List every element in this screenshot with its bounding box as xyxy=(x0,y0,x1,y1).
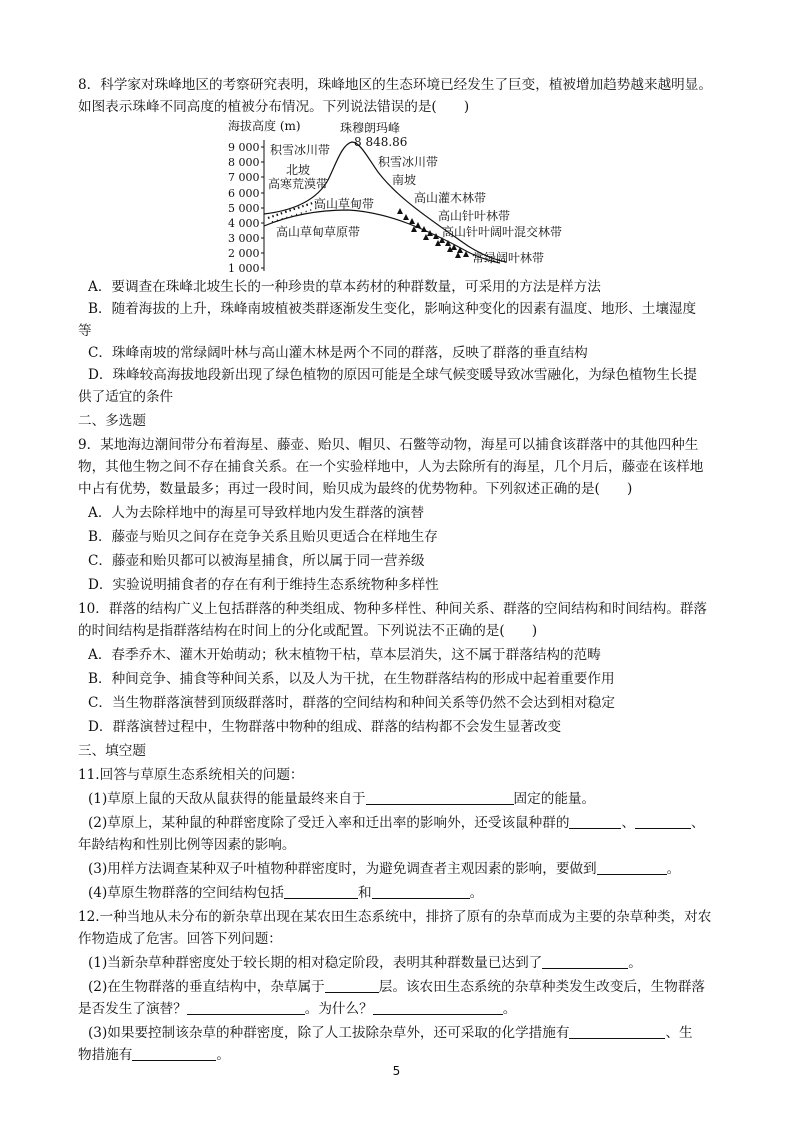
q11-part2-end: 、 xyxy=(691,815,705,831)
tick-label: 5 000 xyxy=(228,202,260,215)
q11-part4-text: (4)草原生物群落的空间结构包括 xyxy=(88,885,284,901)
q8-option-a: A．要调查在珠峰北坡生长的一种珍贵的草本药材的种群数量，可采用的方法是样方法 xyxy=(88,279,601,295)
section-3-title: 三、填空题 xyxy=(78,743,146,759)
tick-2000 xyxy=(228,247,264,260)
q11-part1 xyxy=(88,788,728,810)
north-slope-label: 北坡 xyxy=(286,163,311,177)
north-zone-snow: 积雪冰川带 xyxy=(270,143,331,157)
q12-part3-text-2: 、生 xyxy=(665,1025,693,1041)
tick-4000 xyxy=(228,217,264,230)
q12-stem-line1: 12.一种当地从未分布的新杂草出现在某农田生态系统中，排挤了原有的杂草而成为主要的杂草种类，对农 xyxy=(78,909,712,925)
q8-option-b-cont: 等 xyxy=(78,323,92,339)
q9-option-d: D．实验说明捕食者的存在有利于维持生态系统物种多样性 xyxy=(88,577,439,593)
q10-stem-line2: 的时间结构是指群落结构在时间上的分化或配置。下列说法不正确的是( ) xyxy=(78,623,538,639)
tick-6000 xyxy=(228,187,264,200)
north-zone-meadow-steppe: 高山草甸草原带 xyxy=(276,225,361,239)
q11-part2-blank-1[interactable] xyxy=(569,814,621,829)
q12-part3 xyxy=(88,1022,728,1044)
north-zone-meadow: 高山草甸带 xyxy=(314,197,375,211)
q12-part2-why: 。为什么？ xyxy=(304,1001,373,1017)
q12-part3-cont xyxy=(78,1044,718,1066)
peak-name: 珠穆朗玛峰 xyxy=(340,121,401,135)
q12-part3-blank-1[interactable] xyxy=(569,1024,665,1039)
q11-stem: 11.回答与草原生态系统相关的问题： xyxy=(78,767,304,783)
south-zone-mixed: 高山针叶阔叶混交林带 xyxy=(442,225,563,239)
tick-label: 7 000 xyxy=(228,171,260,184)
q12-part2-blank-3[interactable] xyxy=(373,1000,503,1015)
q8-option-b: B．随着海拔的上升，珠峰南坡植被类群逐渐发生变化，影响这种变化的因素有温度、地形、土壤湿度 xyxy=(88,301,697,317)
tick-label: 4 000 xyxy=(228,217,260,230)
q11-part2-cont: 年龄结构和性别比例等因素的影响。 xyxy=(78,837,296,853)
south-zone-snow: 积雪冰川带 xyxy=(378,155,439,169)
q10-stem-line1: 10．群落的结构广义上包括群落的种类组成、物种多样性、种间关系、群落的空间结构和时间结构。群落 xyxy=(78,601,708,617)
q10-option-a: A．春季乔木、灌木开始萌动；秋末植物干枯，草本层消失，这不属于群落结构的范畴 xyxy=(88,647,601,663)
north-dotted-band-2 xyxy=(272,207,320,222)
q11-part2-blank-2[interactable] xyxy=(635,814,691,829)
q12-part2-question: 是否发生了演替？ xyxy=(78,1001,187,1017)
y-axis-title: 海拔高度 (m) xyxy=(228,119,301,133)
q9-stem-line1: 9．某地海边潮间带分布着海星、藤壶、贻贝、帽贝、石鳖等动物，海星可以捕食该群落中的其他四种生 xyxy=(78,437,699,453)
q9-stem-line3: 中占有优势，数量最多；再过一段时间，贻贝成为最终的优势物种。下列叙述正确的是( ) xyxy=(78,481,633,497)
q11-part3-blank[interactable] xyxy=(597,860,667,875)
tick-label: 1 000 xyxy=(228,262,260,275)
peak-height: 8 848.86 xyxy=(354,135,408,149)
q8-option-d-cont: 供了适宜的条件 xyxy=(78,389,174,405)
south-zone-conifer: 高山针叶林带 xyxy=(438,209,511,223)
q12-stem-line2: 作物造成了危害。回答下列问题： xyxy=(78,931,282,947)
q11-part4-end: 。 xyxy=(469,885,484,901)
tick-label: 8 000 xyxy=(228,156,260,169)
tick-label: 6 000 xyxy=(228,187,260,200)
q8-stem-line1: 8．科学家对珠峰地区的考察研究表明，珠峰地区的生态环境已经发生了巨变，植被增加趋势越来越明显。 xyxy=(78,77,712,93)
q12-part2-text: (2)在生物群落的垂直结构中，杂草属于 xyxy=(88,979,325,995)
q8-stem-line2: 如图表示珠峰不同高度的植被分布情况。下列说法错误的是( ) xyxy=(78,99,470,115)
q11-part3 xyxy=(88,858,728,880)
tick-5000 xyxy=(228,202,264,215)
q11-part4 xyxy=(88,882,728,904)
q10-option-c: C．当生物群落演替到顶级群落时，群落的空间结构和种间关系等仍然不会达到相对稳定 xyxy=(88,695,615,711)
q9-option-c: C．藤壶和贻贝都可以被海星捕食，所以属于同一营养级 xyxy=(88,553,425,569)
page-number: 5 xyxy=(392,1064,401,1078)
north-zone-desert: 高寒荒漠带 xyxy=(268,177,329,191)
tick-3000 xyxy=(228,232,264,245)
q12-part3-bio: 物措施有 xyxy=(78,1047,133,1063)
q12-part2-text-2: 层。该农田生态系统的杂草种类发生改变后，生物群落 xyxy=(378,979,706,995)
q11-part3-end: 。 xyxy=(666,861,681,877)
q12-part2-blank-2[interactable] xyxy=(187,1000,305,1015)
q9-option-b: B．藤壶与贻贝之间存在竞争关系且贻贝更适合在样地生存 xyxy=(88,529,438,545)
q10-option-b: B．种间竞争、捕食等种间关系，以及人为干扰，在生物群落结构的形成中起着重要作用 xyxy=(88,671,615,687)
q12-part2-end: 。 xyxy=(502,1001,517,1017)
q12-part1-end: 。 xyxy=(628,955,642,971)
q11-part1-text: (1)草原上鼠的天敌从鼠获得的能量最终来自于 xyxy=(88,791,366,807)
q12-part2-cont xyxy=(78,998,718,1020)
tick-8000 xyxy=(228,156,264,169)
altitude-vegetation-diagram xyxy=(228,118,578,278)
q12-part1 xyxy=(88,952,728,974)
south-slope-label: 南坡 xyxy=(392,173,417,187)
q8-option-c: C．珠峰南坡的常绿阔叶林与高山灌木林是两个不同的群落，反映了群落的垂直结构 xyxy=(88,345,588,361)
tick-7000 xyxy=(228,171,264,184)
section-2-title: 二、多选题 xyxy=(78,413,146,429)
tick-label: 3 000 xyxy=(228,232,260,245)
tick-label: 2 000 xyxy=(228,247,260,260)
south-zone-evergreen: 常绿阔叶林带 xyxy=(472,251,545,265)
q11-part2-text: (2)草原上，某种鼠的种群密度除了受迁入率和迁出率的影响外，还受该鼠种群的 xyxy=(88,815,570,831)
y-axis-ticks xyxy=(228,141,264,275)
tick-label: 9 000 xyxy=(228,141,260,154)
tick-9000 xyxy=(228,141,264,154)
q12-part1-blank[interactable] xyxy=(542,954,628,969)
q11-part4-blank-1[interactable] xyxy=(284,884,358,899)
q11-part3-text: (3)用样方法调查某种双子叶植物种群密度时，为避免调查者主观因素的影响，要做到 xyxy=(88,861,597,877)
q9-stem-line2: 物，其他生物之间不存在捕食关系。在一个实验样地中，人为去除所有的海星，几个月后，藤壶在该样地 xyxy=(78,459,704,475)
q8-option-d: D．珠峰较高海拔地段新出现了绿色植物的原因可能是全球气候变暖导致冰雪融化，为绿色植物生长提 xyxy=(88,367,698,383)
south-zone-shrub: 高山灌木林带 xyxy=(414,191,487,205)
q12-part3-blank-2[interactable] xyxy=(132,1046,216,1061)
q11-part2 xyxy=(88,812,728,834)
q11-part4-and: 和 xyxy=(357,885,372,901)
tick-1000 xyxy=(228,262,264,275)
q12-part1-text: (1)当新杂草种群密度处于较长期的相对稳定阶段，表明其种群数量已达到了 xyxy=(88,955,543,971)
q10-option-d: D．群落演替过程中，生物群落中物种的组成、群落的结构都不会发生显著改变 xyxy=(88,719,562,735)
q12-part3-text: (3)如果要控制该杂草的种群密度，除了人工拔除杂草外，还可采取的化学措施有 xyxy=(88,1025,570,1041)
q12-part3-end: 。 xyxy=(216,1047,230,1063)
q9-option-a: A．人为去除样地中的海星可导致样地内发生群落的演替 xyxy=(88,505,425,521)
q11-part4-blank-2[interactable] xyxy=(372,884,470,899)
q11-part1-text-end: 固定的能量。 xyxy=(513,791,596,807)
q11-part2-sep: 、 xyxy=(621,815,636,831)
q11-part1-blank[interactable] xyxy=(366,790,514,805)
q12-part2-blank-1[interactable] xyxy=(325,978,379,993)
q12-part2 xyxy=(88,976,728,998)
